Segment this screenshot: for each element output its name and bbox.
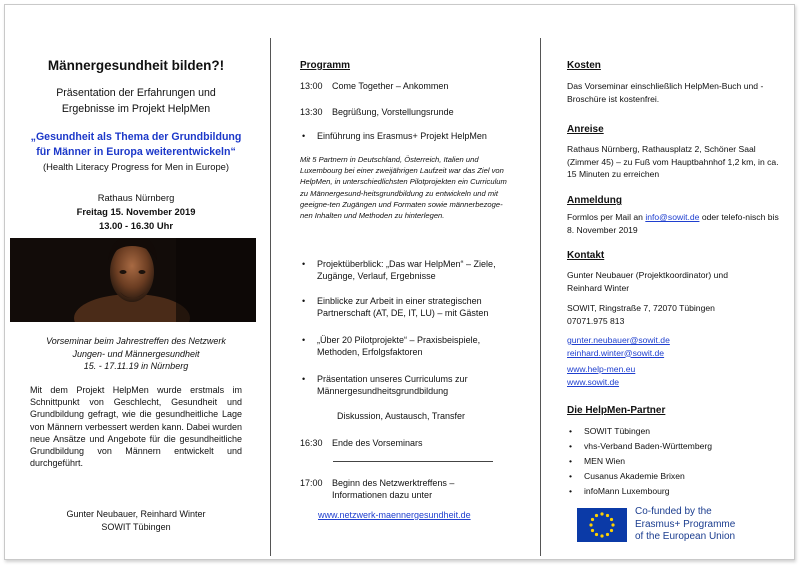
contact-names — [567, 269, 782, 294]
theme-subtitle: (Health Literacy Progress for Men in Europe) — [42, 161, 230, 172]
registration-text — [567, 211, 782, 236]
phone: 07071.975 813 — [567, 315, 625, 326]
agenda-row — [300, 477, 510, 501]
column-divider-2 — [540, 38, 541, 556]
eu-funding-logo — [577, 506, 781, 544]
bullet-text: „Über 20 Pilotprojekte“ – Praxisbeispiele, Methoden, Erfolgsfaktoren — [317, 335, 481, 357]
bullet-icon: • — [302, 131, 306, 141]
agenda-time: 16:30 — [300, 438, 323, 448]
partner-name: vhs-Verband Baden-Württemberg — [584, 441, 713, 451]
project-description: Mit 5 Partnern in Deutschland, Österreich, Italien und Luxembourg bei einer zweijährigen Laufzeit war das Ziel von HelpMen, in unterschiedlichsten Pilotprojekten ein Curriculum zu Männergesund-heitsgrundbildung zu entwickeln und mit geeigne-ten Zugängen und Formaten sowie männerbezoge-nen Inhalten und Methoden zu hinterlegen. — [300, 155, 507, 221]
partner-name: SOWIT Tübingen — [584, 426, 651, 436]
agenda-text: Ende des Vorseminars — [332, 438, 423, 448]
network-url-link[interactable]: www.netzwerk-maennergesundheit.de — [318, 510, 471, 520]
bullet-icon: • — [302, 374, 306, 384]
event-date: Freitag 15. November 2019 — [76, 206, 196, 217]
registration-heading: Anmeldung — [567, 195, 622, 206]
contact-heading: Kontakt — [567, 250, 605, 261]
agenda-time: 13:00 — [300, 81, 323, 91]
agenda-text: Begrüßung, Vorstellungsrunde — [332, 107, 454, 117]
eu-line: of the European Union — [635, 531, 736, 542]
partner-name: MEN Wien — [584, 456, 626, 466]
bullet-icon: • — [569, 486, 573, 496]
man-portrait-image — [10, 238, 256, 322]
theme-line: „Gesundheit als Thema der Grundbildung — [30, 131, 242, 143]
eu-line: Co-funded by the — [635, 506, 712, 517]
contact-emails — [567, 334, 782, 359]
event-time: 13.00 - 16.30 Uhr — [98, 220, 173, 231]
bullet-icon: • — [569, 441, 573, 451]
travel-text: Rathaus Nürnberg, Rathausplatz 2, Schöner Saal (Zimmer 45) – zu Fuß vom Hauptbahnhof 1,2 km, in ca. 15 Minuten zu erreichen — [567, 144, 779, 179]
venue: Rathaus Nürnberg — [97, 192, 175, 203]
agenda-text: Beginn des Netzwerktreffens – Informationen dazu unter — [332, 478, 455, 500]
address: SOWIT, Ringstraße 7, 72070 Tübingen — [567, 303, 715, 313]
separator-line — [333, 461, 493, 462]
theme-title — [26, 130, 246, 159]
eu-flag-icon — [577, 508, 627, 542]
agenda-row — [300, 106, 510, 118]
subtitle-line: Präsentation der Erfahrungen und — [56, 87, 216, 99]
bullet-icon: • — [302, 296, 306, 306]
subtitle-line: Ergebnisse im Projekt HelpMen — [61, 103, 211, 115]
agenda-time: 17:00 — [300, 478, 323, 488]
email-link-winter[interactable]: reinhard.winter@sowit.de — [567, 347, 665, 358]
network-url-row — [318, 509, 508, 521]
partner-name: infoMann Luxembourg — [584, 486, 670, 496]
bullet-text: Projektüberblick: „Das war HelpMen“ – Ziele, Zugänge, Verlauf, Ergebnisse — [317, 259, 496, 281]
registration-pre: Formlos per Mail an — [567, 212, 643, 222]
pre-line: Jungen- und Männergesundheit — [72, 348, 200, 359]
bullet-text: Präsentation unseres Curriculums zur Männergesundheitsgrundbildung — [317, 374, 468, 396]
bullet-icon: • — [302, 335, 306, 345]
contact-line: Reinhard Winter — [567, 282, 630, 293]
intro-paragraph: Mit dem Projekt HelpMen wurde erstmals im Schnittpunkt von Geschlecht, Gesundheit und Grundbildung gefragt, wie die gesundheitliche Lage von Männern verbessert werden kann. Dabei wurden neue Ansätze und Angebote für die gesundheitliche Grundbildung von Männern entwickelt und durchgeführt. — [30, 385, 242, 469]
contact-line: Gunter Neubauer (Projektkoordinator) und — [567, 270, 728, 280]
program-heading: Programm — [300, 60, 351, 71]
pre-line: Vorseminar beim Jahrestreffen des Netzwerk — [46, 336, 226, 346]
costs-text: Das Vorseminar einschließlich HelpMen-Buch und -Broschüre ist kostenfrei. — [567, 81, 764, 104]
theme-line: für Männer in Europa weiterentwickeln“ — [36, 145, 236, 158]
pre-line: 15. - 17.11.19 in Nürnberg — [83, 361, 189, 371]
contact-address — [567, 302, 782, 327]
authors-line: Gunter Neubauer, Reinhard Winter — [66, 509, 206, 519]
websites — [567, 363, 782, 388]
bullet-text: Einblicke zur Arbeit in einer strategischen Partnerschaft (AT, DE, IT, LU) – mit Gästen — [317, 296, 489, 318]
page-title: Männergesundheit bilden?! — [47, 58, 225, 73]
agenda-time: 13:30 — [300, 107, 323, 117]
email-link-neubauer[interactable]: gunter.neubauer@sowit.de — [567, 335, 670, 345]
website-link-helpmen[interactable]: www.help-men.eu — [567, 364, 636, 374]
travel-heading: Anreise — [567, 124, 604, 135]
eu-stars-icon — [577, 508, 627, 542]
costs-heading: Kosten — [567, 60, 601, 71]
authors — [30, 508, 242, 534]
bullet-icon: • — [569, 426, 573, 436]
registration-email-link[interactable]: info@sowit.de — [645, 212, 700, 222]
agenda-row — [300, 437, 510, 449]
agenda-row — [300, 80, 510, 92]
bullet-icon: • — [569, 471, 573, 481]
portrait-illustration — [10, 238, 256, 322]
bullet-text: Einführung ins Erasmus+ Projekt HelpMen — [317, 131, 487, 141]
subtitle — [30, 85, 242, 117]
pre-seminar-note — [30, 335, 242, 373]
partner-name: Cusanus Akademie Brixen — [584, 471, 685, 481]
partners-heading: Die HelpMen-Partner — [567, 405, 666, 416]
bullet-icon: • — [569, 456, 573, 466]
eu-line: Erasmus+ Programme — [635, 518, 736, 530]
agenda-text: Come Together – Ankommen — [332, 81, 449, 91]
column-divider-1 — [270, 38, 271, 556]
registration-post: oder telefo-nisch bis 8. November 2019 — [567, 212, 779, 235]
event-details — [30, 191, 242, 233]
website-link-sowit[interactable]: www.sowit.de — [567, 376, 620, 387]
authors-line: SOWIT Tübingen — [101, 522, 171, 532]
eu-funding-text — [635, 506, 785, 544]
discussion-line: Diskussion, Austausch, Transfer — [337, 411, 466, 421]
bullet-icon: • — [302, 259, 306, 269]
